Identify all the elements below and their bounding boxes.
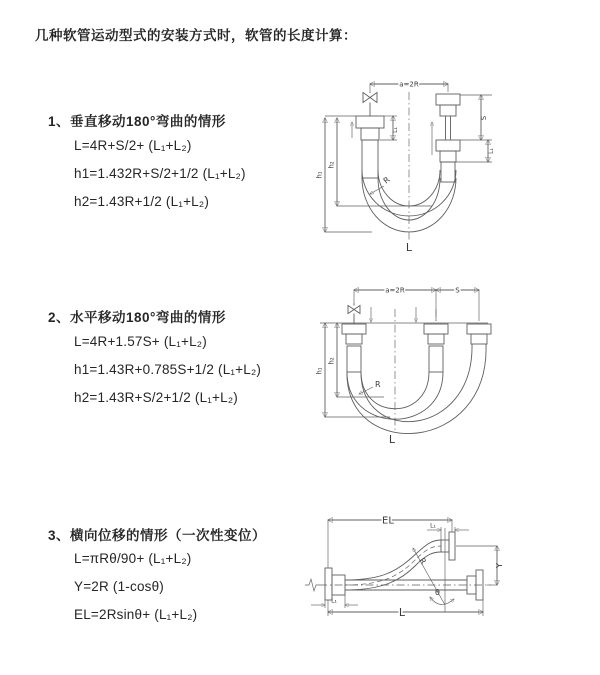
section-3-formula-L: L=πRθ/90+ (L₁+L₂)	[74, 551, 192, 566]
section-2-heading: 2、水平移动180°弯曲的情形	[48, 310, 226, 325]
hose-braid-middle	[429, 346, 443, 372]
dim-label-l1-top: L₁	[430, 522, 436, 530]
dim-label-y: Y	[495, 563, 504, 568]
radius-callout	[413, 548, 445, 605]
dim-label-h2: h₂	[327, 161, 336, 169]
angle-callout	[430, 588, 454, 605]
valve-icon	[348, 303, 360, 324]
dim-label-l1-left: L₁	[392, 127, 399, 133]
section-3-formula-Y: Y=2R (1-cosθ)	[74, 579, 165, 594]
dim-label-el: EL	[382, 515, 394, 527]
dim-label-a2r: a=2R	[399, 80, 419, 89]
section-1-heading: 1、垂直移动180°弯曲的情形	[48, 114, 226, 129]
dim-h1	[316, 118, 373, 232]
dim-l1-bottom	[311, 595, 358, 608]
angle-label: θ	[435, 588, 440, 597]
dim-length	[328, 597, 483, 619]
length-label: L	[398, 606, 406, 619]
upper-flange	[441, 532, 455, 560]
dim-label-l1-right: L₁	[488, 148, 495, 154]
section-3-formula-EL: EL=2Rsinθ+ (L₁+L₂)	[74, 607, 198, 622]
section-2-formula-L: L=4R+1.57S+ (L₁+L₂)	[74, 334, 207, 349]
dim-label-a2r: a=2R	[385, 286, 405, 295]
right-pipe-fitting	[467, 324, 491, 344]
dim-label-h1: h₁	[315, 367, 324, 375]
left-flange	[325, 568, 345, 600]
dim-h1	[316, 323, 391, 417]
section-2-formula-h2: h2=1.43R+S/2+1/2 (L₁+L₂)	[74, 390, 238, 405]
dim-label-h1: h₁	[315, 171, 324, 179]
section-1-formula-h1: h1=1.432R+S/2+1/2 (L₁+L₂)	[74, 166, 246, 181]
dim-span	[370, 81, 448, 93]
dim-y	[456, 546, 504, 585]
left-pipe-fitting	[342, 324, 366, 372]
section-1-formula-h2: h2=1.43R+1/2 (L₁+L₂)	[74, 194, 210, 209]
diagram-lateral-offset-s-curve	[295, 498, 510, 663]
right-pipe-fitting	[436, 94, 460, 182]
section-1-formula-L: L=4R+S/2+ (L₁+L₂)	[74, 138, 192, 153]
dim-label-h2: h₂	[327, 357, 336, 365]
hose-braid-left	[362, 140, 378, 178]
radius-label: R	[381, 175, 392, 186]
dim-label-s: S	[480, 115, 488, 121]
hose-braid-right	[441, 162, 455, 182]
dim-span-and-travel	[354, 287, 479, 322]
diagram-vertical-travel-u-bend	[312, 70, 512, 260]
radius-label: R	[417, 556, 428, 566]
section-2-formula-h1: h1=1.43R+0.785S+1/2 (L₁+L₂)	[74, 362, 262, 377]
middle-pipe-fitting	[424, 324, 448, 372]
break-mark	[305, 579, 319, 591]
valve-icon	[363, 92, 377, 116]
left-pipe-fitting	[356, 116, 384, 178]
page-title: 几种软管运动型式的安装方式时，软管的长度计算：	[35, 28, 357, 43]
length-label: L	[405, 241, 413, 254]
section-3-heading: 3、横向位移的情形（一次性变位）	[48, 528, 267, 543]
dim-travel-s	[456, 95, 495, 162]
dim-label-s: S	[455, 286, 460, 295]
radius-label: R	[375, 380, 381, 389]
dim-label-l1-bottom: L₁	[331, 597, 337, 605]
dim-fitting-top	[427, 523, 469, 541]
hose-braid-left	[347, 346, 361, 372]
centerline	[305, 579, 491, 591]
length-label: L	[388, 433, 396, 446]
diagram-horizontal-travel-u-bend	[312, 283, 497, 458]
hose-u-bends	[347, 344, 486, 434]
hose-s-curve	[345, 540, 441, 590]
